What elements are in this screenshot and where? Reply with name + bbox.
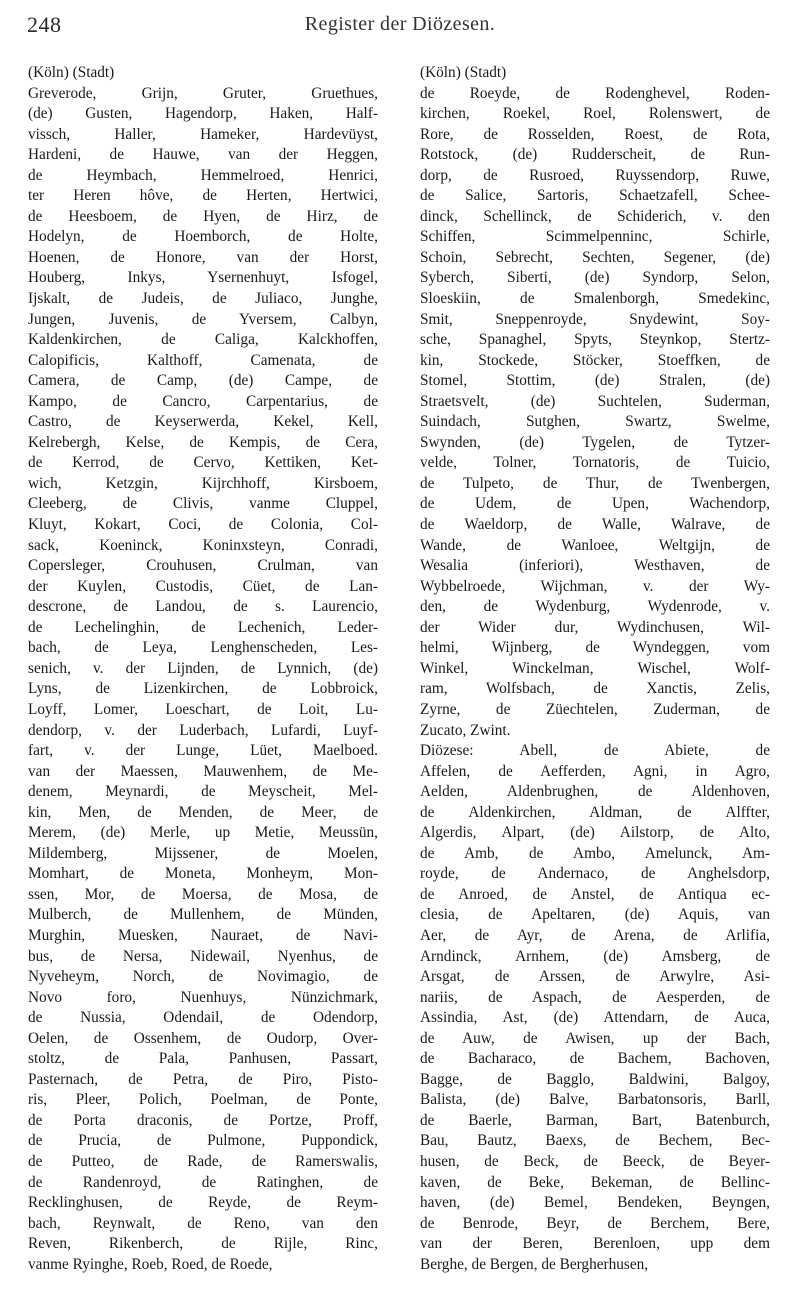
register-line: (Köln) (Stadt): [420, 64, 507, 81]
register-line: de Roeyde, de Rodenghevel, Roden-: [420, 84, 770, 102]
register-line: de Kerrod, de Cervo, Kettiken, Ket-: [28, 454, 378, 472]
register-line: Momhart, de Moneta, Monheym, Mon-: [28, 865, 378, 883]
register-line: ter Heren hôve, de Herten, Hertwici,: [28, 187, 378, 205]
register-line: de Lechelinghin, de Lechenich, Leder-: [28, 618, 378, 636]
register-line: Calopificis, Kalthoff, Camenata, de: [28, 351, 378, 369]
register-line: dendorp, v. der Luderbach, Lufardi, Luyf-: [28, 721, 378, 739]
register-line: Hardeni, de Hauwe, van der Heggen,: [28, 146, 378, 164]
register-line: Copersleger, Crouhusen, Crulman, van: [28, 557, 378, 575]
register-line: den, de Wydenburg, Wydenrode, v.: [420, 598, 770, 616]
register-line: Reven, Rikenberch, de Rijle, Rinc,: [28, 1235, 378, 1253]
register-line: wich, Ketzgin, Kijrchhoff, Kirsboem,: [28, 474, 378, 492]
register-line: velde, Tolner, Tornatoris, de Tuicio,: [420, 454, 770, 472]
register-line: Mulberch, de Mullenhem, de Münden,: [28, 906, 378, 924]
register-line: helmi, Wijnberg, de Wyndeggen, vom: [420, 639, 770, 657]
register-line: de Salice, Sartoris, Schaetzafell, Schee-: [420, 187, 770, 205]
register-line: bach, de Leya, Lenghenscheden, Les-: [28, 639, 378, 657]
register-line: Assindia, Ast, (de) Attendarn, de Auca,: [420, 1009, 770, 1027]
register-line: Recklinghusen, de Reyde, de Reym-: [28, 1194, 378, 1212]
register-line: Lyns, de Lizenkirchen, de Lobbroick,: [28, 680, 378, 698]
register-line: Aelden, Aldenbrughen, de Aldenhoven,: [420, 783, 770, 801]
register-line: Zucato, Zwint.: [420, 721, 511, 739]
register-line: Pasternach, de Petra, de Piro, Pisto-: [28, 1070, 378, 1088]
register-line: der Kuylen, Custodis, Cüet, de Lan-: [28, 577, 378, 595]
register-line: Schoin, Sebrecht, Sechten, Segener, (de): [420, 248, 770, 266]
register-line: Arsgat, de Arssen, de Arwylre, Asi-: [420, 968, 770, 986]
page-header: [0, 0, 800, 44]
register-line: (de) Gusten, Hagendorp, Haken, Half-: [28, 105, 378, 123]
register-line: clesia, de Apeltaren, (de) Aquis, van: [420, 906, 770, 924]
register-line: Wesalia (inferiori), Westhaven, de: [420, 557, 770, 575]
register-line: sack, Koeninck, Koninxsteyn, Conradi,: [28, 536, 378, 554]
register-line: de Auw, de Awisen, up der Bach,: [420, 1029, 770, 1047]
register-line: denem, Meynardi, de Meyscheit, Mel-: [28, 783, 378, 801]
register-line: dinck, Schellinck, de Schiderich, v. den: [420, 207, 770, 225]
register-line: Swynden, (de) Tygelen, de Tytzer-: [420, 433, 770, 451]
register-line: Cleeberg, de Clivis, vanme Cluppel,: [28, 495, 378, 513]
register-line: Affelen, de Aefferden, Agni, in Agro,: [420, 762, 770, 780]
register-line: vanme Ryinghe, Roeb, Roed, de Roede,: [28, 1255, 273, 1273]
register-line: Kampo, de Cancro, Carpentarius, de: [28, 392, 378, 410]
register-line: husen, de Beck, de Beeck, de Beyer-: [420, 1152, 770, 1170]
register-line: Houberg, Inkys, Ysernenhuyt, Isfogel,: [28, 269, 378, 287]
register-line: Suindach, Sutghen, Swartz, Swelme,: [420, 413, 770, 431]
register-line: kin, Stockede, Stöcker, Stoeffken, de: [420, 351, 770, 369]
register-line: Rotstock, (de) Rudderscheit, de Run-: [420, 146, 770, 164]
register-line: Diözese: Abell, de Abiete, de: [420, 742, 770, 760]
register-line: Schiffen, Scimmelpenninc, Schirle,: [420, 228, 770, 246]
register-line: Winkel, Winckelman, Wischel, Wolf-: [420, 659, 770, 677]
register-line: haven, (de) Bemel, Bendeken, Beyngen,: [420, 1194, 770, 1212]
register-line: der Wider dur, Wydinchusen, Wil-: [420, 618, 770, 636]
register-line: kirchen, Roekel, Roel, Rolenswert, de: [420, 105, 770, 123]
register-line: de Amb, de Ambo, Amelunck, Am-: [420, 844, 770, 862]
register-line: Greverode, Grijn, Gruter, Gruethues,: [28, 84, 378, 102]
register-line: Ijskalt, de Judeis, de Juliaco, Junghe,: [28, 290, 378, 308]
register-line: Bagge, de Bagglo, Baldwini, Balgoy,: [420, 1070, 770, 1088]
register-line: Rore, de Rosselden, Roest, de Rota,: [420, 125, 770, 143]
register-line: Nyveheym, Norch, de Novimagio, de: [28, 968, 378, 986]
register-line: Wande, de Wanloee, Weltgijn, de: [420, 536, 770, 554]
register-line: dorp, de Rusroed, Ruyssendorp, Ruwe,: [420, 166, 770, 184]
register-line: Camera, de Camp, (de) Campe, de: [28, 372, 378, 390]
register-line: de Aldenkirchen, Aldman, de Alffter,: [420, 803, 770, 821]
register-line: vissch, Haller, Hameker, Hardevüyst,: [28, 125, 378, 143]
register-line: de Waeldorp, de Walle, Walrave, de: [420, 516, 770, 534]
register-line: Wybbelroede, Wijchman, v. der Wy-: [420, 577, 770, 595]
register-line: kaven, de Beke, Bekeman, de Bellinc-: [420, 1173, 770, 1191]
register-line: Algerdis, Alpart, (de) Ailstorp, de Alto,: [420, 824, 770, 842]
register-line: Loyff, Lomer, Loeschart, de Loit, Lu-: [28, 700, 378, 718]
right-column: [420, 63, 770, 1275]
register-line: de Baerle, Barman, Bart, Batenburch,: [420, 1111, 770, 1129]
register-line: bus, de Nersa, Nidewail, Nyenhus, de: [28, 947, 378, 965]
register-line: de Tulpeto, de Thur, de Twenbergen,: [420, 474, 770, 492]
register-line: Smit, Sneppenroyde, Snydewint, Soy-: [420, 310, 770, 328]
register-line: de Benrode, Beyr, de Berchem, Bere,: [420, 1214, 770, 1232]
register-line: Syberch, Siberti, (de) Syndorp, Selon,: [420, 269, 770, 287]
register-line: Hodelyn, de Hoemborch, de Holte,: [28, 228, 378, 246]
register-line: Oelen, de Ossenhem, de Oudorp, Over-: [28, 1029, 378, 1047]
register-line: ris, Pleer, Polich, Poelman, de Ponte,: [28, 1091, 378, 1109]
register-line: de Randenroyd, de Ratinghen, de: [28, 1173, 378, 1191]
register-line: van der Beren, Berenloen, upp dem: [420, 1235, 770, 1253]
register-line: Bau, Bautz, Baexs, de Bechem, Bec-: [420, 1132, 770, 1150]
register-line: Stomel, Stottim, (de) Stralen, (de): [420, 372, 770, 390]
register-line: fart, v. der Lunge, Lüet, Maelboed.: [28, 742, 378, 760]
register-line: Novo foro, Nuenhuys, Nünzichmark,: [28, 988, 378, 1006]
register-line: Sloeskiin, de Smalenborgh, Smedekinc,: [420, 290, 770, 308]
register-line: de Heesboem, de Hyen, de Hirz, de: [28, 207, 378, 225]
register-line: de Anroed, de Anstel, de Antiqua ec-: [420, 885, 770, 903]
register-line: Balista, (de) Balve, Barbatonsoris, Barll,: [420, 1091, 770, 1109]
register-line: Merem, (de) Merle, up Metie, Meussün,: [28, 824, 378, 842]
running-head: Register der Diözesen.: [304, 13, 496, 35]
register-line: Murghin, Muesken, Nauraet, de Navi-: [28, 926, 378, 944]
register-line: Arndinck, Arnhem, (de) Amsberg, de: [420, 947, 770, 965]
page-number: 248: [27, 12, 62, 37]
register-line: sche, Spanaghel, Spyts, Steynkop, Stertz-: [420, 331, 770, 349]
register-line: nariis, de Aspach, de Aesperden, de: [420, 988, 770, 1006]
register-line: Berghe, de Bergen, de Bergherhusen,: [420, 1255, 649, 1273]
register-line: Jungen, Juvenis, de Yversem, Calbyn,: [28, 310, 378, 328]
register-line: de Nussia, Odendail, de Odendorp,: [28, 1009, 378, 1027]
register-line: (Köln) (Stadt): [28, 64, 115, 81]
register-line: Kelrebergh, Kelse, de Kempis, de Cera,: [28, 433, 378, 451]
register-line: de Porta draconis, de Portze, Proff,: [28, 1111, 378, 1129]
register-line: Castro, de Keyserwerda, Kekel, Kell,: [28, 413, 378, 431]
register-line: royde, de Andernaco, de Anghelsdorp,: [420, 865, 770, 883]
register-line: Zyrne, de Züechtelen, Zuderman, de: [420, 700, 770, 718]
register-line: stoltz, de Pala, Panhusen, Passart,: [28, 1050, 378, 1068]
register-line: kin, Men, de Menden, de Meer, de: [28, 803, 378, 821]
register-line: ram, Wolfsbach, de Xanctis, Zelis,: [420, 680, 770, 698]
register-line: Aer, de Ayr, de Arena, de Arlifia,: [420, 926, 770, 944]
register-line: van der Maessen, Mauwenhem, de Me-: [28, 762, 378, 780]
register-line: de Udem, de Upen, Wachendorp,: [420, 495, 770, 513]
register-line: de Prucia, de Pulmone, Puppondick,: [28, 1132, 378, 1150]
register-line: ssen, Mor, de Moersa, de Mosa, de: [28, 885, 378, 903]
register-line: descrone, de Landou, de s. Laurencio,: [28, 598, 378, 616]
register-line: Kaldenkirchen, de Caliga, Kalckhoffen,: [28, 331, 378, 349]
register-line: Kluyt, Kokart, Coci, de Colonia, Col-: [28, 516, 378, 534]
register-line: Straetsvelt, (de) Suchtelen, Suderman,: [420, 392, 770, 410]
register-line: Hoenen, de Honore, van der Horst,: [28, 248, 378, 266]
register-line: de Bacharaco, de Bachem, Bachoven,: [420, 1050, 770, 1068]
left-column: [28, 63, 378, 1275]
register-line: de Putteo, de Rade, de Ramerswalis,: [28, 1152, 378, 1170]
register-line: bach, Reynwalt, de Reno, van den: [28, 1214, 378, 1232]
register-line: Mildemberg, Mijssener, de Moelen,: [28, 844, 378, 862]
register-line: de Heymbach, Hemmelroed, Henrici,: [28, 166, 378, 184]
register-line: senich, v. der Lijnden, de Lynnich, (de): [28, 659, 378, 677]
